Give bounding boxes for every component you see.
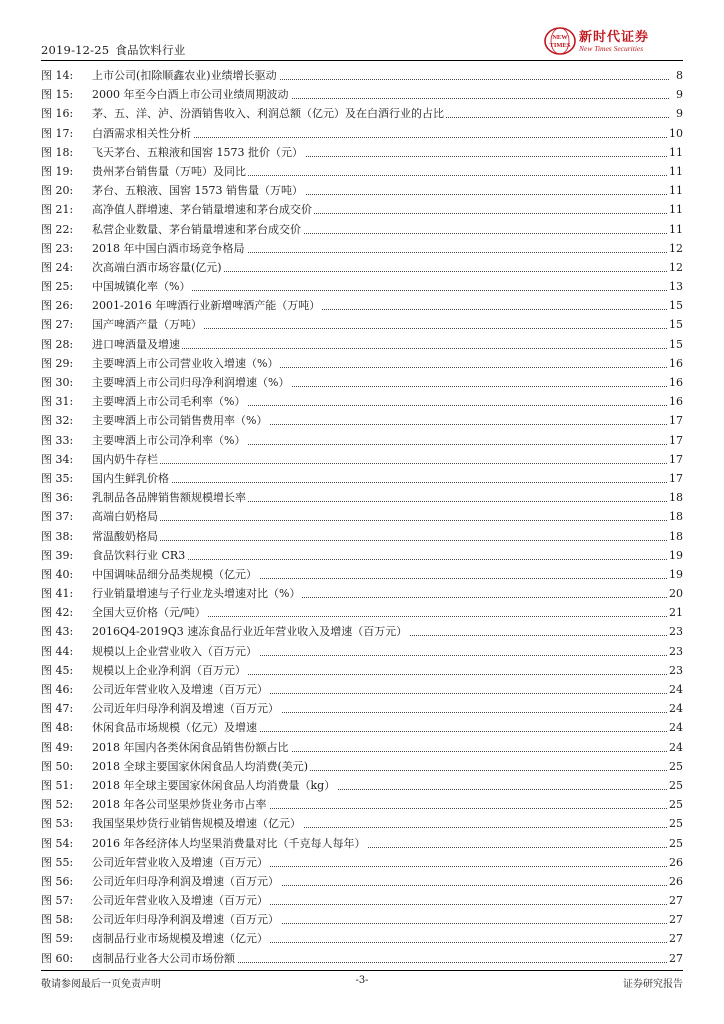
figure-number: 图 24: [41,260,74,274]
figure-page-number: 16 [667,354,683,373]
toc-entry[interactable] [41,527,683,546]
toc-entry[interactable] [41,104,683,123]
toc-entry[interactable] [41,661,683,680]
figure-page-number: 12 [667,239,683,258]
toc-entry[interactable] [41,200,683,219]
figure-title: 国内奶牛存栏 [92,452,158,466]
figure-title: 茅台、五粮液、国窖 1573 销售量（万吨） [92,184,303,198]
figure-page-number: 11 [667,220,683,239]
figure-number: 图 54: [41,836,74,850]
figure-number: 图 32: [41,414,74,428]
figure-number: 图 59: [41,932,74,946]
toc-entry[interactable] [41,642,683,661]
figure-title: 规模以上企业营业收入（百万元） [92,644,257,658]
toc-entry[interactable] [41,565,683,584]
figure-page-number: 27 [667,891,683,910]
figure-title: 2001-2016 年啤酒行业新增啤酒产能（万吨） [92,299,321,313]
figure-number: 图 17: [41,126,74,140]
toc-entry[interactable] [41,622,683,641]
toc-entry[interactable] [41,450,683,469]
figure-page-number: 25 [667,757,683,776]
dot-leader [92,463,669,464]
figure-number: 图 19: [41,164,74,178]
toc-entry[interactable] [41,258,683,277]
figure-number: 图 51: [41,778,74,792]
figure-number: 图 37: [41,510,74,524]
logo-english-name: New Times Securities [579,44,644,53]
figure-page-number: 18 [667,507,683,526]
figure-page-number: 17 [667,469,683,488]
figure-title: 私营企业数量、茅台销量增速和茅台成交价 [92,222,301,236]
figure-number: 图 15: [41,88,74,102]
figure-title: 2018 全球主要国家休闲食品人均消费(美元) [92,759,309,773]
figure-number: 图 44: [41,644,74,658]
toc-entry[interactable] [41,181,683,200]
toc-entry[interactable] [41,469,683,488]
figure-page-number: 9 [674,104,683,123]
toc-entry[interactable] [41,738,683,757]
figure-number: 图 41: [41,587,74,601]
figure-page-number: 24 [667,738,683,757]
figure-page-number: 17 [667,431,683,450]
figure-page-number: 11 [667,181,683,200]
figure-number: 图 38: [41,529,74,543]
toc-entry[interactable] [41,143,683,162]
figure-page-number: 18 [667,527,683,546]
figure-page-number: 27 [667,910,683,929]
figure-number: 图 33: [41,433,74,447]
figure-list [41,66,683,968]
dot-leader [92,540,669,541]
figure-title: 公司近年归母净利润及增速（百万元） [92,702,279,716]
figure-title: 休闲食品市场规模（亿元）及增速 [92,721,257,735]
report-type: 证券研究报告 [623,979,683,990]
figure-title: 公司近年归母净利润及增速（百万元） [92,874,279,888]
figure-page-number: 27 [667,949,683,968]
footer-divider [41,970,683,971]
figure-title: 我国坚果炒货行业销售规模及增速（亿元） [92,817,301,831]
toc-entry[interactable] [41,910,683,929]
figure-page-number: 11 [667,143,683,162]
figure-number: 图 49: [41,740,74,754]
page-header [41,30,683,60]
figure-page-number: 25 [667,795,683,814]
header-industry: 食品饮料行业 [115,43,186,57]
figure-number: 图 35: [41,471,74,485]
figure-title: 2000 年至今白酒上市公司业绩周期波动 [92,88,289,102]
toc-entry[interactable] [41,162,683,181]
figure-title: 2018 年国内各类休闲食品销售份额占比 [92,740,289,754]
figure-page-number: 9 [674,85,683,104]
figure-title: 食品饮料行业 CR3 [92,548,186,562]
figure-page-number: 24 [667,680,683,699]
toc-entry[interactable] [41,66,683,85]
header-date: 2019-12-25 [41,43,110,57]
dot-leader [92,482,669,483]
toc-entry[interactable] [41,124,683,143]
figure-number: 图 52: [41,798,74,812]
figure-title: 国内生鲜乳价格 [92,471,169,485]
toc-entry[interactable] [41,834,683,853]
figure-page-number: 24 [667,718,683,737]
toc-entry[interactable] [41,680,683,699]
figure-number: 图 20: [41,184,74,198]
toc-entry[interactable] [41,603,683,622]
toc-entry[interactable] [41,335,683,354]
figure-title: 白酒需求相关性分析 [92,126,191,140]
figure-title: 行业销量增速与子行业龙头增速对比（%） [92,587,301,601]
figure-page-number: 11 [667,200,683,219]
toc-entry[interactable] [41,949,683,968]
figure-title: 中国城镇化率（%） [92,280,191,294]
dot-leader [92,520,669,521]
figure-number: 图 21: [41,203,74,217]
figure-number: 图 42: [41,606,74,620]
figure-title: 2016Q4-2019Q3 速冻食品行业近年营业收入及增速（百万元） [92,625,408,639]
figure-title: 公司近年归母净利润及增速（百万元） [92,913,279,927]
figure-title: 全国大豆价格（元/吨） [92,606,206,620]
figure-number: 图 30: [41,376,74,389]
figure-title: 乳制品各品牌销售额规模增长率 [92,491,246,505]
figure-page-number: 25 [667,834,683,853]
figure-title: 2016 年各经济体人均坚果消费量对比（千克每人每年） [92,836,366,850]
toc-entry[interactable] [41,584,683,603]
header-date-industry [41,42,186,58]
figure-title: 进口啤酒量及增速 [92,337,180,351]
figure-number: 图 56: [41,874,74,888]
figure-title: 主要啤酒上市公司归母净利润增速（%） [92,376,290,389]
figure-page-number: 24 [667,699,683,718]
figure-number: 图 16: [41,107,74,121]
toc-entry[interactable] [41,814,683,833]
figure-title: 次高端白酒市场容量(亿元) [92,260,222,274]
toc-entry[interactable] [41,296,683,315]
figure-number: 图 55: [41,855,74,869]
toc-entry[interactable] [41,872,683,891]
figure-title: 中国调味品细分品类规模（亿元） [92,567,257,581]
figure-page-number: 19 [667,565,683,584]
figure-title: 卤制品行业各大公司市场份额 [92,951,235,965]
figure-number: 图 39: [41,548,74,562]
figure-number: 图 40: [41,567,74,581]
figure-number: 图 36: [41,491,74,505]
figure-page-number: 11 [667,162,683,181]
figure-number: 图 46: [41,683,74,696]
figure-number: 图 57: [41,894,74,908]
figure-number: 图 22: [41,222,74,236]
new-times-emblem-icon [543,26,577,56]
toc-entry[interactable] [41,757,683,776]
figure-number: 图 58: [41,913,74,927]
toc-entry[interactable] [41,853,683,872]
figure-title: 高端白奶格局 [92,510,158,524]
toc-entry[interactable] [41,373,683,392]
figure-page-number: 21 [667,603,683,622]
figure-page-number: 26 [667,853,683,872]
figure-number: 图 18: [41,145,74,159]
toc-entry[interactable] [41,354,683,373]
figure-number: 图 45: [41,663,74,677]
toc-entry[interactable] [41,220,683,239]
figure-number: 图 43: [41,625,74,639]
toc-entry[interactable] [41,718,683,737]
logo-chinese-name: 新时代证券 [579,30,650,45]
figure-number: 图 31: [41,395,74,409]
figure-number: 图 50: [41,759,74,773]
figure-title: 主要啤酒上市公司销售费用率（%） [92,414,268,428]
figure-number: 图 34: [41,452,74,466]
toc-entry[interactable] [41,411,683,430]
figure-title: 2018 年各公司坚果炒货业务市占率 [92,798,267,812]
toc-entry[interactable] [41,277,683,296]
figure-page-number: 20 [667,584,683,603]
figure-title: 公司近年营业收入及增速（百万元） [92,683,268,696]
figure-title: 飞天茅台、五粮液和国窖 1573 批价（元） [92,145,303,159]
page-footer [41,975,683,991]
svg-text:TIMES: TIMES [549,42,571,49]
toc-entry[interactable] [41,507,683,526]
figure-title: 卤制品行业市场规模及增速（亿元） [92,932,268,946]
figure-page-number: 17 [667,411,683,430]
toc-entry[interactable] [41,431,683,450]
figure-page-number: 25 [667,814,683,833]
figure-page-number: 17 [667,450,683,469]
figure-title: 主要啤酒上市公司营业收入增速（%） [92,356,279,370]
header-divider [41,60,683,61]
figure-number: 图 48: [41,721,74,735]
figure-page-number: 15 [667,315,683,334]
figure-page-number: 15 [667,335,683,354]
figure-number: 图 53: [41,817,74,831]
figure-page-number: 27 [667,929,683,948]
figure-page-number: 15 [667,296,683,315]
figure-page-number: 8 [674,66,683,85]
figure-title: 国产啤酒产量（万吨） [92,318,202,332]
figure-page-number: 12 [667,258,683,277]
toc-entry[interactable] [41,546,683,565]
toc-entry[interactable] [41,239,683,258]
figure-number: 图 27: [41,318,74,332]
disclaimer-note: 敬请参阅最后一页免责声明 [41,979,161,990]
figure-page-number: 25 [667,776,683,795]
figure-page-number: 16 [667,373,683,392]
figure-page-number: 16 [667,392,683,411]
toc-entry[interactable] [41,85,683,104]
figure-number: 图 60: [41,951,74,965]
figure-number: 图 29: [41,356,74,370]
toc-entry[interactable] [41,488,683,507]
figure-title: 茅、五、洋、泸、汾酒销售收入、利润总额（亿元）及在白酒行业的占比 [92,107,444,121]
figure-title: 2018 年全球主要国家休闲食品人均消费量（kg） [92,778,336,792]
figure-title: 上市公司(扣除顺鑫农业)业绩增长驱动 [92,69,277,82]
figure-title: 高净值人群增速、茅台销量增速和茅台成交价 [92,203,312,217]
page-number: -3- [355,975,369,986]
figure-title: 主要啤酒上市公司毛利率（%） [92,395,246,409]
figure-page-number: 23 [667,642,683,661]
figure-page-number: 10 [667,124,683,143]
figure-title: 主要啤酒上市公司净利率（%） [92,433,246,447]
figure-page-number: 26 [667,872,683,891]
figure-title: 公司近年营业收入及增速（百万元） [92,855,268,869]
toc-entry[interactable] [41,795,683,814]
toc-entry[interactable] [41,891,683,910]
figure-page-number: 18 [667,488,683,507]
figure-title: 常温酸奶格局 [92,529,158,543]
figure-number: 图 23: [41,241,74,255]
figure-title: 规模以上企业净利润（百万元） [92,663,246,677]
svg-text:NEW: NEW [552,34,568,41]
figure-page-number: 19 [667,546,683,565]
figure-number: 图 25: [41,280,74,294]
toc-entry[interactable] [41,392,683,411]
figure-number: 图 47: [41,702,74,716]
company-logo [543,26,683,58]
figure-title: 公司近年营业收入及增速（百万元） [92,894,268,908]
toc-entry[interactable] [41,315,683,334]
figure-title: 贵州茅台销售量（万吨）及同比 [92,164,246,178]
figure-number: 图 14: [41,69,74,82]
figure-page-number: 13 [667,277,683,296]
figure-page-number: 23 [667,661,683,680]
toc-entry[interactable] [41,776,683,795]
figure-number: 图 28: [41,337,74,351]
toc-entry[interactable] [41,699,683,718]
figure-title: 2018 年中国白酒市场竞争格局 [92,241,245,255]
figure-number: 图 26: [41,299,74,313]
toc-entry[interactable] [41,929,683,948]
figure-page-number: 23 [667,622,683,641]
